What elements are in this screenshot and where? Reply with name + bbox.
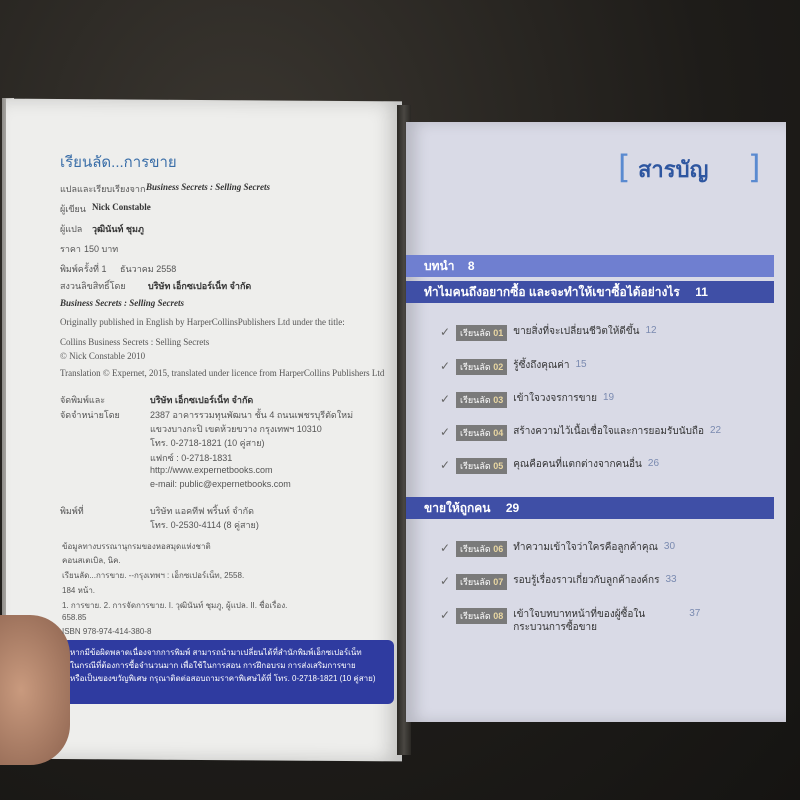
check-icon: ✓ xyxy=(440,541,451,555)
check-icon: ✓ xyxy=(440,392,451,406)
lesson-title: ทำความเข้าใจว่าใครคือลูกค้าคุณ xyxy=(513,542,658,553)
section-band xyxy=(406,497,774,519)
lesson-page: 26 xyxy=(647,458,660,469)
notice-line: ในกรณีที่ต้องการซื้อจำนวนมาก เพื่อใช้ในการสอน การฝึกอบรม การส่งเสริมการขาย xyxy=(70,661,356,670)
section-band xyxy=(406,281,774,303)
credit-value: บริษัท เอ็กซเปอร์เน็ท จำกัด xyxy=(148,281,252,291)
credit-value: Business Secrets : Selling Secrets xyxy=(146,182,271,192)
lesson-tag: เรียนลัด 03 xyxy=(456,392,507,408)
thumb xyxy=(0,615,70,765)
lesson-tag: เรียนลัด 04 xyxy=(456,425,507,441)
section-page: 29 xyxy=(505,501,520,515)
printer-line: โทร. 0-2530-4114 (8 คู่สาย) xyxy=(150,520,259,530)
check-icon: ✓ xyxy=(440,425,451,439)
section-page: 11 xyxy=(695,285,708,299)
check-icon: ✓ xyxy=(440,359,451,373)
english-line: Collins Business Secrets : Selling Secrets xyxy=(60,337,210,347)
bracket-right-icon: ] xyxy=(748,148,761,186)
lesson-page: 37 xyxy=(689,608,701,619)
lesson-tag: เรียนลัด 06 xyxy=(456,541,507,557)
english-line: Translation © Expernet, 2015, translated under licence from HarperCollins Publishers Ltd xyxy=(60,368,385,378)
english-title: Business Secrets : Selling Secrets xyxy=(60,298,185,308)
lesson-tag: เรียนลัด 01 xyxy=(456,325,507,341)
lesson-title: สร้างความไว้เนื้อเชื่อใจและการยอมรับนับถือ xyxy=(513,426,704,437)
toc-entry xyxy=(440,359,587,375)
lesson-title: เข้าใจบทบาทหน้าที่ของผู้ซื้อในกระบวนการซื้อขาย xyxy=(513,609,646,633)
lesson-page: 12 xyxy=(645,325,657,336)
lesson-tag: เรียนลัด 02 xyxy=(456,359,507,375)
printer-line: บริษัท แอคทีฟ พริ้นท์ จำกัด xyxy=(150,506,254,516)
credit-value: Nick Constable xyxy=(92,202,151,212)
lesson-title: ขายสิ่งที่จะเปลี่ยนชีวิตให้ดีขึ้น xyxy=(513,326,640,337)
toc-entry xyxy=(440,574,677,590)
lesson-page: 19 xyxy=(602,392,615,403)
printer-label: พิมพ์ที่ xyxy=(60,506,84,516)
credit-value: 150 บาท xyxy=(84,244,119,254)
toc-entry xyxy=(440,325,657,341)
check-icon: ✓ xyxy=(440,458,451,472)
check-icon: ✓ xyxy=(440,574,451,588)
credit-label: ผู้แปล xyxy=(60,224,83,234)
bracket-left-icon: [ xyxy=(618,148,631,186)
publisher-label: จัดพิมพ์และ xyxy=(60,395,106,405)
cip-line: ข้อมูลทางบรรณานุกรมของหอสมุดแห่งชาติ xyxy=(62,542,211,551)
lesson-tag: เรียนลัด 07 xyxy=(456,574,507,590)
publisher-line: โทร. 0-2718-1821 (10 คู่สาย) xyxy=(150,438,265,448)
lesson-title: คุณคือคนที่แตกต่างจากคนอื่น xyxy=(513,459,642,470)
lesson-page: 22 xyxy=(709,425,722,436)
toc-title: สารบัญ xyxy=(638,158,709,183)
cip-line: คอนสเตเบิล, นิค. xyxy=(62,556,121,565)
credit-label: แปลและเรียบเรียงจาก xyxy=(60,184,146,194)
credit-value: วุฒินันท์ ชุมภู xyxy=(92,224,144,234)
publisher-line: บริษัท เอ็กซเปอร์เน็ท จำกัด xyxy=(150,395,254,405)
intro-label: บทนำ xyxy=(424,259,455,273)
english-line: Originally published in English by HarperCollinsPublishers Ltd under the title: xyxy=(60,317,345,327)
english-line: © Nick Constable 2010 xyxy=(60,351,146,361)
lesson-page: 30 xyxy=(663,541,676,552)
notice-box xyxy=(62,640,394,704)
cip-line: 658.85 xyxy=(62,613,87,622)
notice-line: หรือเป็นของขวัญพิเศษ กรุณาติดต่อสอบถามราคาพิเศษได้ที่ โทร. 0-2718-1821 (10 คู่สาย) xyxy=(70,674,376,683)
lesson-page: 15 xyxy=(575,359,587,370)
section-label: ขายให้ถูกคน xyxy=(424,501,491,515)
credit-label: ผู้เขียน xyxy=(60,204,86,214)
check-icon: ✓ xyxy=(440,608,451,622)
toc-entry xyxy=(440,541,675,557)
intro-band xyxy=(406,255,774,277)
notice-line: หากมีข้อผิดพลาดเนื่องจากการพิมพ์ สามารถนำมาเปลี่ยนได้ที่สำนักพิมพ์เอ็กซเปอร์เน็ท xyxy=(70,648,362,657)
lesson-tag: เรียนลัด 05 xyxy=(456,458,507,474)
publisher-label: จัดจำหน่ายโดย xyxy=(60,410,120,420)
toc-entry xyxy=(440,425,721,441)
cip-line: 1. การขาย. 2. การจัดการขาย. I. วุฒินันท์ ชุมภู, ผู้แปล. II. ชื่อเรื่อง. xyxy=(62,601,288,610)
publisher-line: แฟกซ์ : 0-2718-1831 xyxy=(150,453,233,463)
publisher-line: http://www.expernetbooks.com xyxy=(150,465,273,475)
lesson-title: รู้ซึ้งถึงคุณค่า xyxy=(513,360,570,371)
publisher-line: แขวงบางกะปิ เขตห้วยขวาง กรุงเทพฯ 10310 xyxy=(150,424,322,434)
credit-label: ราคา xyxy=(60,244,81,254)
publisher-line: e-mail: public@expernetbooks.com xyxy=(150,479,291,489)
section-label: ทำไมคนถึงอยากซื้อ และจะทำให้เขาซื้อได้อย่างไร xyxy=(424,285,680,299)
toc-entry xyxy=(440,608,700,634)
toc-entry xyxy=(440,458,659,474)
lesson-title: เข้าใจวงจรการขาย xyxy=(513,393,597,404)
cip-line: เรียนลัด...การขาย. --กรุงเทพฯ : เอ็กซเปอร์เน็ท, 2558. xyxy=(62,571,245,580)
credit-label: สงวนลิขสิทธิ์โดย xyxy=(60,281,126,291)
lesson-tag: เรียนลัด 08 xyxy=(456,608,507,624)
lesson-title: รอบรู้เรื่องราวเกี่ยวกับลูกค้าองค์กร xyxy=(513,575,660,586)
cip-line: 184 หน้า. xyxy=(62,586,96,595)
intro-page: 8 xyxy=(467,259,475,273)
isbn: ISBN 978-974-414-380-8 xyxy=(62,627,152,636)
toc-entry xyxy=(440,392,614,408)
publisher-line: 2387 อาคารรวมทุนพัฒนา ชั้น 4 ถนนเพชรบุรีตัดใหม่ xyxy=(150,410,354,420)
check-icon: ✓ xyxy=(440,325,451,339)
credit-value: ธันวาคม 2558 xyxy=(120,264,177,274)
lesson-page: 33 xyxy=(665,574,677,585)
credit-label: พิมพ์ครั้งที่ 1 xyxy=(60,264,107,274)
book-title: เรียนลัด...การขาย xyxy=(60,154,177,171)
